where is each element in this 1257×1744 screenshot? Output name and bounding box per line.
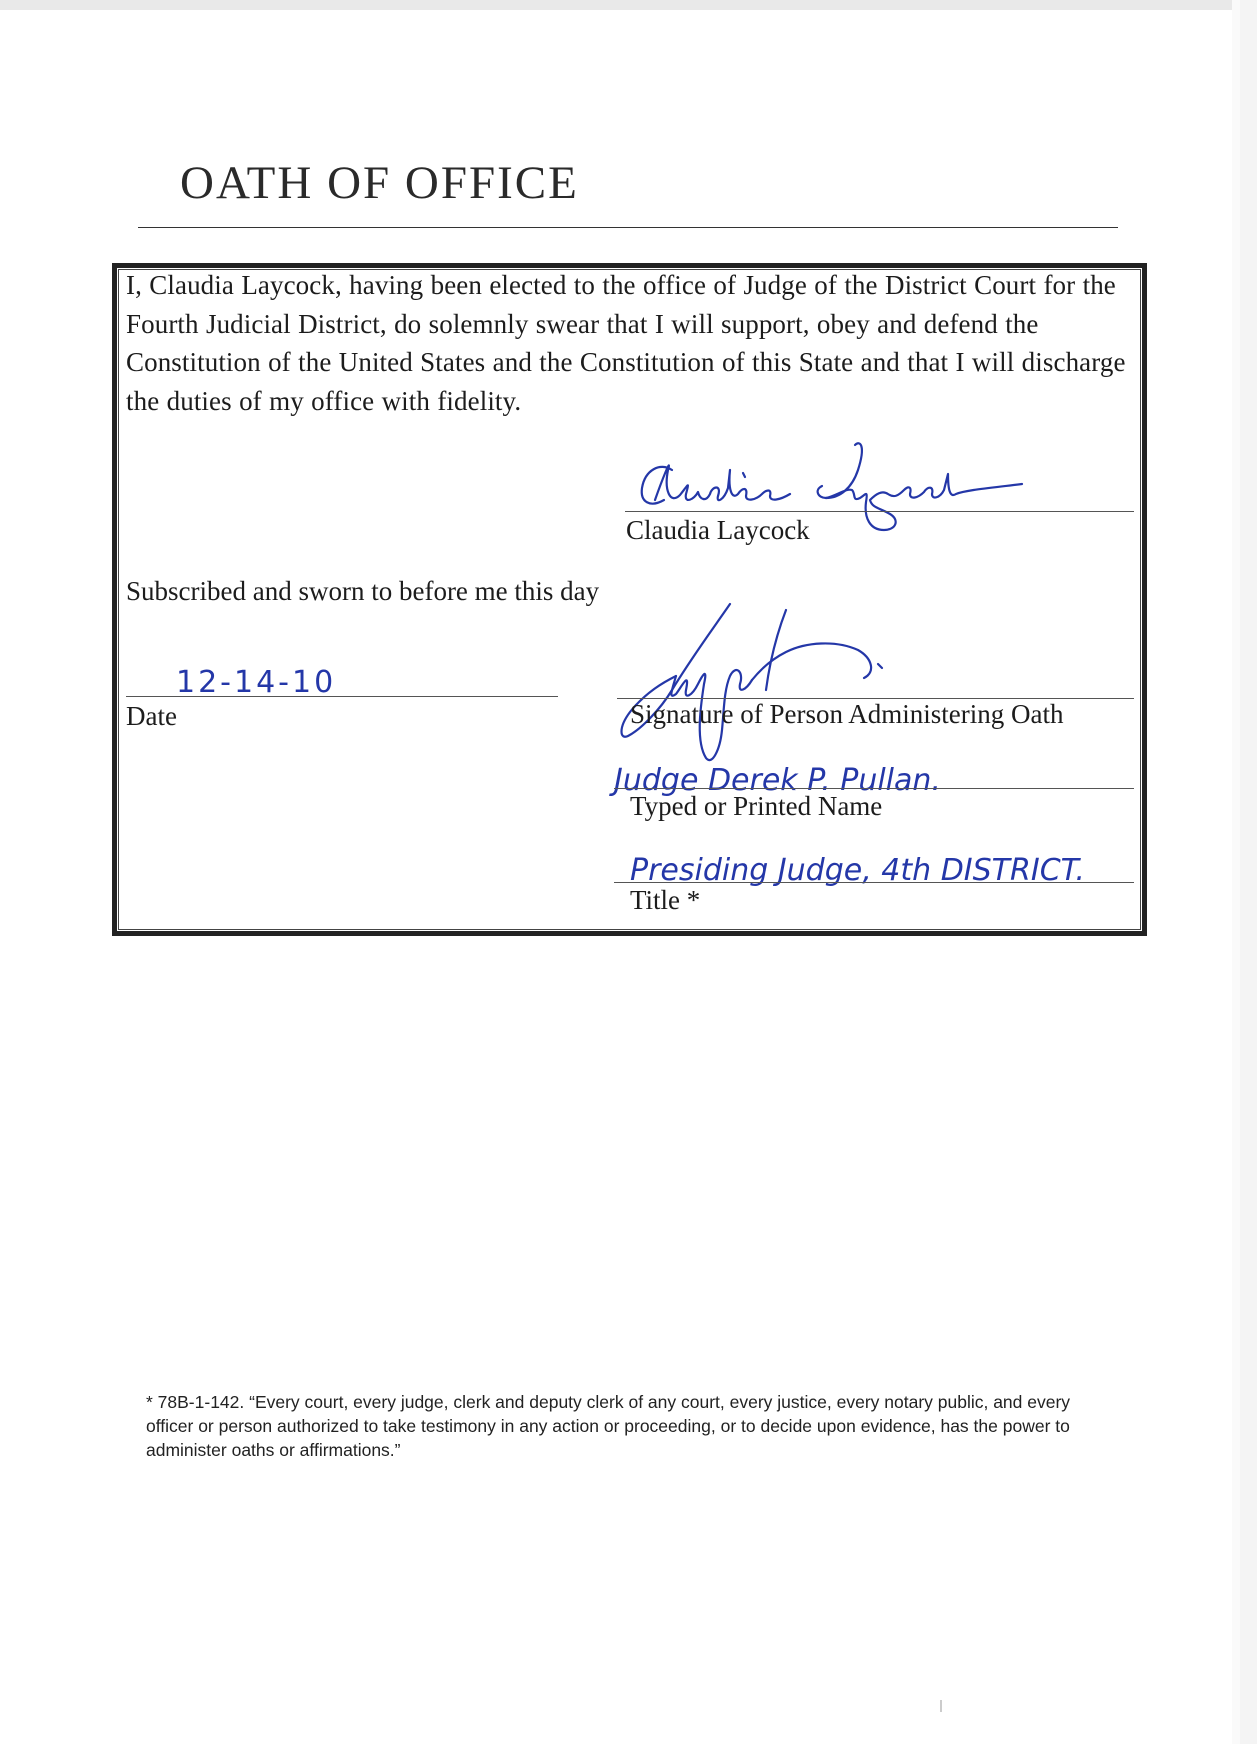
administrator-name-label: Typed or Printed Name	[630, 791, 883, 821]
affiant-printed-name: Claudia Laycock	[626, 515, 810, 545]
oath-text: I, Claudia Laycock, having been elected to the office of Judge of the District Court for the Fourth Judicial District, do solemnly swear that I will support, obey and defend the Constitution of the United States and the Constitution of this State and that I will discharge the duties of my office with fidelity.	[126, 270, 1126, 416]
scan-mark	[940, 1700, 942, 1712]
statute-footnote: * 78B-1-142. “Every court, every judge, clerk and deputy clerk of any court, every justice, every notary public, and every officer or person authorized to take testimony in any action or proceeding, or to decide upon evidence, has the power to administer oaths or affirmations.”	[146, 1392, 1071, 1460]
administrator-title-label: Title *	[630, 885, 701, 915]
administrator-title-handwritten: Presiding Judge, 4th DISTRICT.	[630, 853, 1085, 888]
administrator-title-line	[614, 882, 1134, 883]
administrator-name-line	[614, 788, 1134, 789]
administrator-signature-label: Signature of Person Administering Oath	[630, 699, 1064, 729]
date-label: Date	[126, 701, 177, 731]
subscribed-statement: Subscribed and sworn to before me this day	[126, 576, 600, 606]
document-title: OATH OF OFFICE	[180, 157, 579, 209]
administrator-name-handwritten: Judge Derek P. Pullan.	[614, 763, 941, 798]
date-handwritten: 12-14-10	[176, 665, 337, 700]
